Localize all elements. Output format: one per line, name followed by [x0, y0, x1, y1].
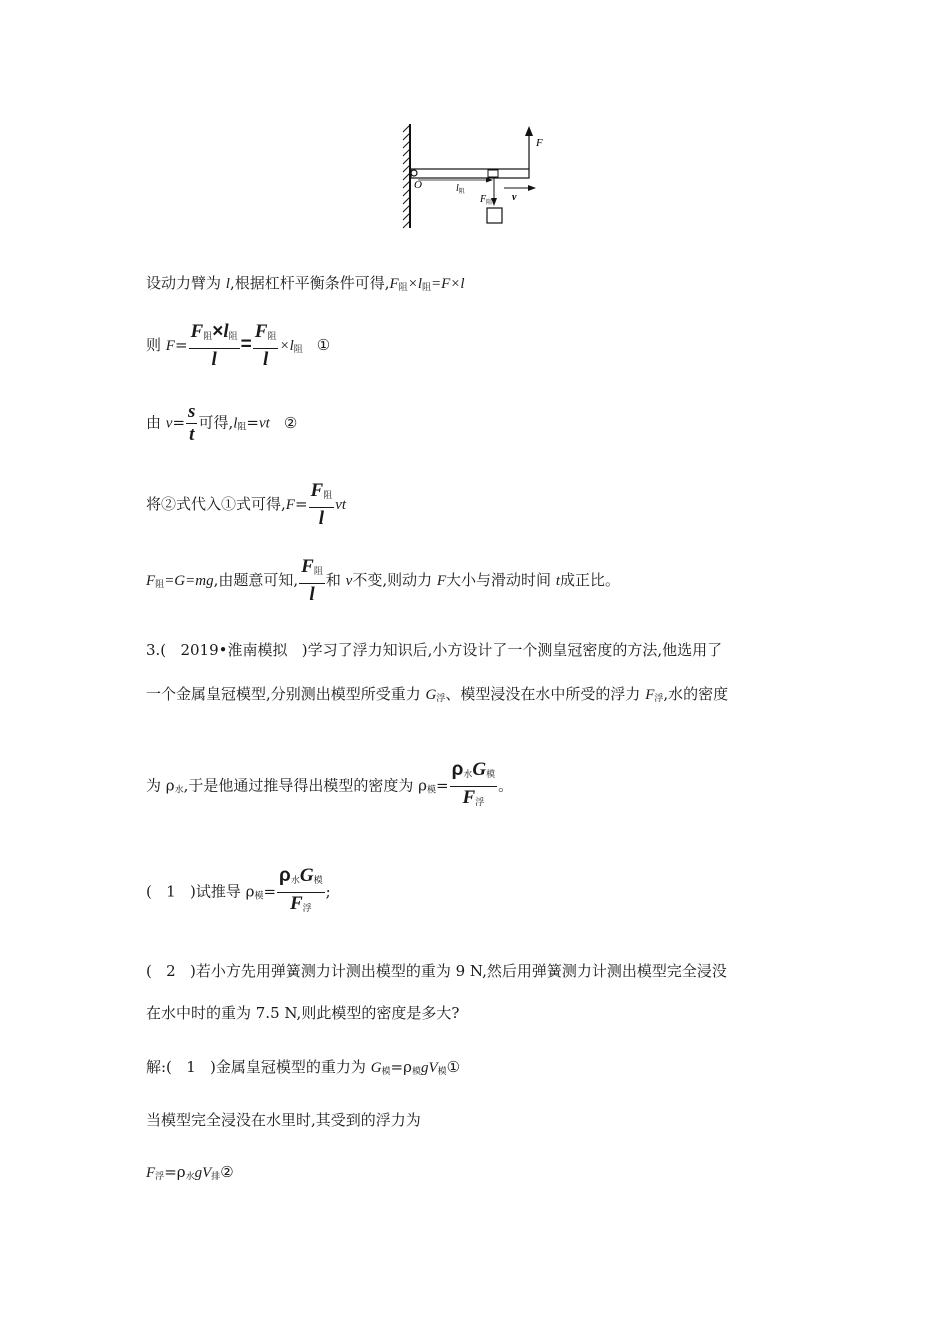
- subscript: 水: [174, 785, 184, 796]
- var: l: [225, 276, 230, 292]
- label-Fz: $F_阻$: [480, 194, 493, 206]
- text: 可得,: [198, 413, 234, 432]
- var: ρ: [418, 776, 427, 795]
- circled-mark: ①: [316, 336, 331, 354]
- text-line-4: [146, 481, 346, 529]
- var: l: [233, 415, 238, 432]
- wall-hatch: [403, 125, 410, 228]
- var: F: [165, 338, 175, 354]
- subscript: 浮: [436, 694, 446, 704]
- text: 则: [146, 336, 166, 354]
- var: g: [420, 1060, 429, 1076]
- operator: =: [294, 495, 308, 513]
- var: l: [460, 276, 465, 292]
- text: 由: [146, 413, 166, 432]
- operator: ×: [212, 321, 224, 342]
- label-l: $l_阻$: [456, 183, 465, 195]
- var: l: [211, 349, 217, 370]
- solution-line-2: 当模型完全浸没在水里时,其受到的浮力为: [146, 1111, 421, 1129]
- operator: =: [263, 882, 277, 901]
- var: g: [194, 1165, 203, 1181]
- var: F: [436, 573, 447, 589]
- text-line-2: [146, 322, 330, 370]
- var: t: [555, 573, 560, 589]
- var: ρ: [176, 1163, 186, 1181]
- text: ,根据杠杆平衡条件可得,: [229, 274, 390, 292]
- subscript: 阻: [398, 283, 408, 293]
- text-line-3: [146, 402, 297, 445]
- var: G: [299, 865, 314, 886]
- var: F: [389, 276, 399, 292]
- var: F: [462, 787, 476, 808]
- var: ρ: [165, 776, 175, 795]
- var: ρ: [279, 865, 291, 886]
- var: F: [285, 497, 295, 513]
- lever-beam: [411, 169, 529, 178]
- subscript: 浮: [475, 798, 485, 808]
- text: ,于是他通过推导得出模型的密度为: [183, 776, 419, 795]
- subscript: 阻: [293, 345, 303, 355]
- subscript: 模: [411, 1067, 421, 1077]
- fraction: [299, 557, 325, 605]
- subscript: 模: [254, 891, 264, 902]
- var: F: [190, 321, 204, 342]
- var: v: [165, 415, 173, 432]
- var: F: [254, 321, 268, 342]
- subscript: 浮: [302, 904, 312, 914]
- circled-mark: ①: [446, 1058, 461, 1076]
- subscript: 水: [290, 876, 300, 886]
- var: l: [309, 584, 315, 605]
- subscript: 阻: [155, 580, 165, 590]
- part-2-line-2: 在水中时的重为 7.5 N,则此模型的密度是多大?: [146, 1004, 460, 1022]
- var: s: [188, 401, 196, 422]
- label-O: O: [414, 179, 422, 191]
- text: 大小与滑动时间: [446, 571, 556, 589]
- text: 不变,则动力: [352, 571, 437, 589]
- text: ,由题意可知,: [213, 571, 299, 589]
- operator: =: [246, 413, 259, 432]
- slider: [488, 170, 498, 177]
- arrow-right-icon: [528, 185, 536, 191]
- operator: =: [240, 334, 252, 355]
- text-line-5: [146, 557, 620, 605]
- var: l: [417, 276, 422, 292]
- operator: =: [164, 1163, 177, 1181]
- text: ,水的密度: [663, 685, 729, 703]
- var: vt: [335, 497, 347, 513]
- subscript: 阻: [228, 332, 238, 342]
- operator: ×: [407, 276, 418, 292]
- solution-line-1: [146, 1056, 460, 1077]
- circled-mark: ②: [283, 413, 298, 432]
- part-1: [146, 866, 331, 919]
- text: 为: [146, 776, 166, 795]
- part-2-line-1: ( 2 )若小方先用弹簧测力计测出模型的重为 9 N,然后用弹簧测力计测出模型完全浸没: [146, 962, 727, 980]
- fraction-1: [189, 322, 240, 370]
- var: F: [146, 573, 156, 589]
- subscript: 模: [313, 876, 323, 886]
- var: l: [318, 508, 325, 529]
- question-3-line-1: 3.( 2019•淮南模拟 )学习了浮力知识后,小方设计了一个测皇冠密度的方法,他选用了: [146, 641, 723, 659]
- var: l: [223, 321, 229, 342]
- solution-line-3: [146, 1163, 234, 1182]
- subscript: 模: [381, 1067, 391, 1077]
- subscript: 阻: [267, 332, 277, 342]
- var: G: [472, 759, 487, 780]
- var: F: [301, 556, 314, 577]
- fraction-2: [253, 322, 279, 370]
- question-3-line-3: [146, 760, 513, 813]
- arrow-up-icon: [525, 126, 533, 136]
- text: 和: [325, 571, 346, 589]
- operator: =: [172, 413, 186, 432]
- operator: =: [390, 1058, 404, 1076]
- text: 一个金属皇冠模型,分别测出模型所受重力: [146, 685, 426, 703]
- fraction: [309, 481, 335, 529]
- density-fraction: [450, 760, 498, 813]
- subscript: 浮: [654, 694, 664, 704]
- subscript: 水: [185, 1172, 195, 1182]
- subscript: 阻: [421, 283, 431, 293]
- circled-mark: ②: [220, 1163, 234, 1181]
- var: v: [345, 573, 353, 589]
- var: F: [289, 893, 303, 914]
- subscript: 模: [427, 785, 437, 796]
- var: G: [370, 1060, 382, 1076]
- text: 。: [498, 776, 514, 795]
- operator: =: [174, 336, 188, 354]
- var: F: [310, 480, 324, 501]
- var: F: [146, 1165, 156, 1181]
- var: F: [645, 687, 655, 703]
- operator: ×: [279, 338, 290, 354]
- density-fraction: [277, 866, 325, 919]
- label-v: v: [512, 192, 517, 203]
- subscript: 水: [463, 770, 473, 780]
- var: l: [262, 349, 269, 370]
- var: vt: [258, 415, 270, 432]
- operator: =: [436, 776, 449, 795]
- subscript: 浮: [155, 1172, 165, 1182]
- text: ;: [325, 882, 331, 901]
- var: ρ: [245, 882, 255, 901]
- text: 成正比。: [559, 571, 620, 589]
- text: 将②式代入①式可得,: [146, 495, 286, 513]
- pivot-point: [411, 170, 417, 176]
- var: ρ: [403, 1058, 412, 1076]
- text: ( 1 )试推导: [146, 882, 246, 901]
- equation: =G=mg: [164, 573, 214, 589]
- subscript: 阻: [323, 491, 333, 501]
- text: 设动力臂为: [146, 274, 226, 292]
- weight-block: [487, 208, 502, 223]
- label-F: F: [536, 137, 543, 149]
- var: V: [428, 1060, 438, 1076]
- subscript: 阻: [313, 567, 323, 577]
- var: G: [425, 687, 437, 703]
- var: V: [202, 1165, 212, 1181]
- var: ρ: [451, 759, 464, 780]
- operator: =F×: [431, 276, 461, 292]
- fraction: [186, 402, 197, 445]
- subscript: 排: [211, 1172, 221, 1182]
- subscript: 阻: [237, 422, 247, 433]
- text-line-1: [146, 272, 465, 293]
- subscript: 模: [437, 1067, 447, 1077]
- text: 解:( 1 )金属皇冠模型的重力为: [146, 1058, 371, 1076]
- text: 、模型浸没在水中所受的浮力: [445, 685, 646, 703]
- var: l: [289, 338, 294, 354]
- subscript: 模: [486, 770, 496, 780]
- lever-diagram: [400, 120, 560, 232]
- question-3-line-2: [146, 683, 728, 704]
- subscript: 阻: [203, 332, 213, 342]
- var: t: [189, 424, 195, 445]
